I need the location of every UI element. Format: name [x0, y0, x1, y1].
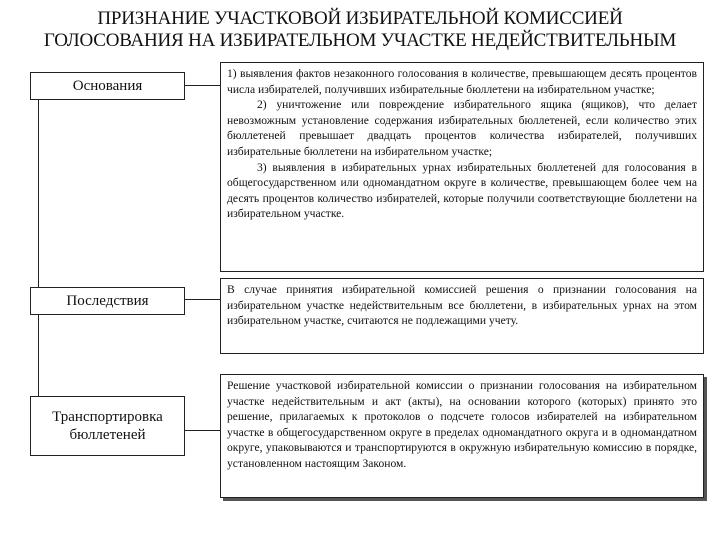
transport-text-box: [220, 374, 704, 498]
title-line-2: ГОЛОСОВАНИЯ НА ИЗБИРАТЕЛЬНОМ УЧАСТКЕ НЕДЕЙСТВИТЕЛЬНЫМ: [43, 30, 677, 51]
label-box-grounds: [30, 72, 185, 100]
connector-vertical: [38, 85, 39, 430]
grounds-text-box: [220, 62, 704, 272]
connector-consequences: [185, 299, 220, 300]
grounds-item-1: 1) выявления фактов незаконного голосования в количестве, превышающем десять процентов числа избирателей, получивших избирательные бюллетени на избирательном участке;: [227, 67, 697, 96]
connector-grounds: [185, 85, 220, 86]
grounds-item-2: 2) уничтожение или повреждение избирательного ящика (ящиков), что делает невозможным установление содержания избирательных бюллетеней, если количество этих бюллетеней превышает двадцать процентов количества избирателей, получивших избирательные бюллетени на избирательном участке;: [227, 98, 697, 158]
grounds-item-3: 3) выявления в избирательных урнах избирательных бюллетеней для голосования в общегосударственном или одномандатном округе в количестве, превышающем более чем на десять процентов количество избирателей, которые получили соответствующие бюллетени на избирательном участке.: [227, 160, 697, 221]
transport-text: Решение участковой избирательной комиссии о признании голосования на избирательном участке недействительным и акт (акты), на основании которого (которых) принято это решение, прилагаемых к протоколов о подсчете голосов избирателей на избирательном участке в общегосударственном округе в пределах одномандатного округа и в одномандатном округе, упаковываются и транспортируются в окружную избирательную комиссию в порядке, установленном настоящим Законом.: [227, 379, 697, 470]
page-title: [0, 8, 720, 52]
label-box-transport: [30, 396, 185, 456]
title-line-1: ПРИЗНАНИЕ УЧАСТКОВОЙ ИЗБИРАТЕЛЬНОЙ КОМИССИЕЙ: [97, 8, 623, 29]
label-transport: Транспортировка бюллетеней: [52, 409, 163, 443]
consequences-text-box: [220, 278, 704, 354]
label-box-consequences: [30, 287, 185, 315]
label-grounds: Основания: [72, 78, 143, 94]
label-consequences: Последствия: [66, 293, 149, 309]
consequences-text: В случае принятия избирательной комиссией решения о признании голосования на избирательном участке недействительным все бюллетени, в избирательных урнах на этом избирательном участке, считаются не подлежащими учету.: [227, 283, 697, 328]
